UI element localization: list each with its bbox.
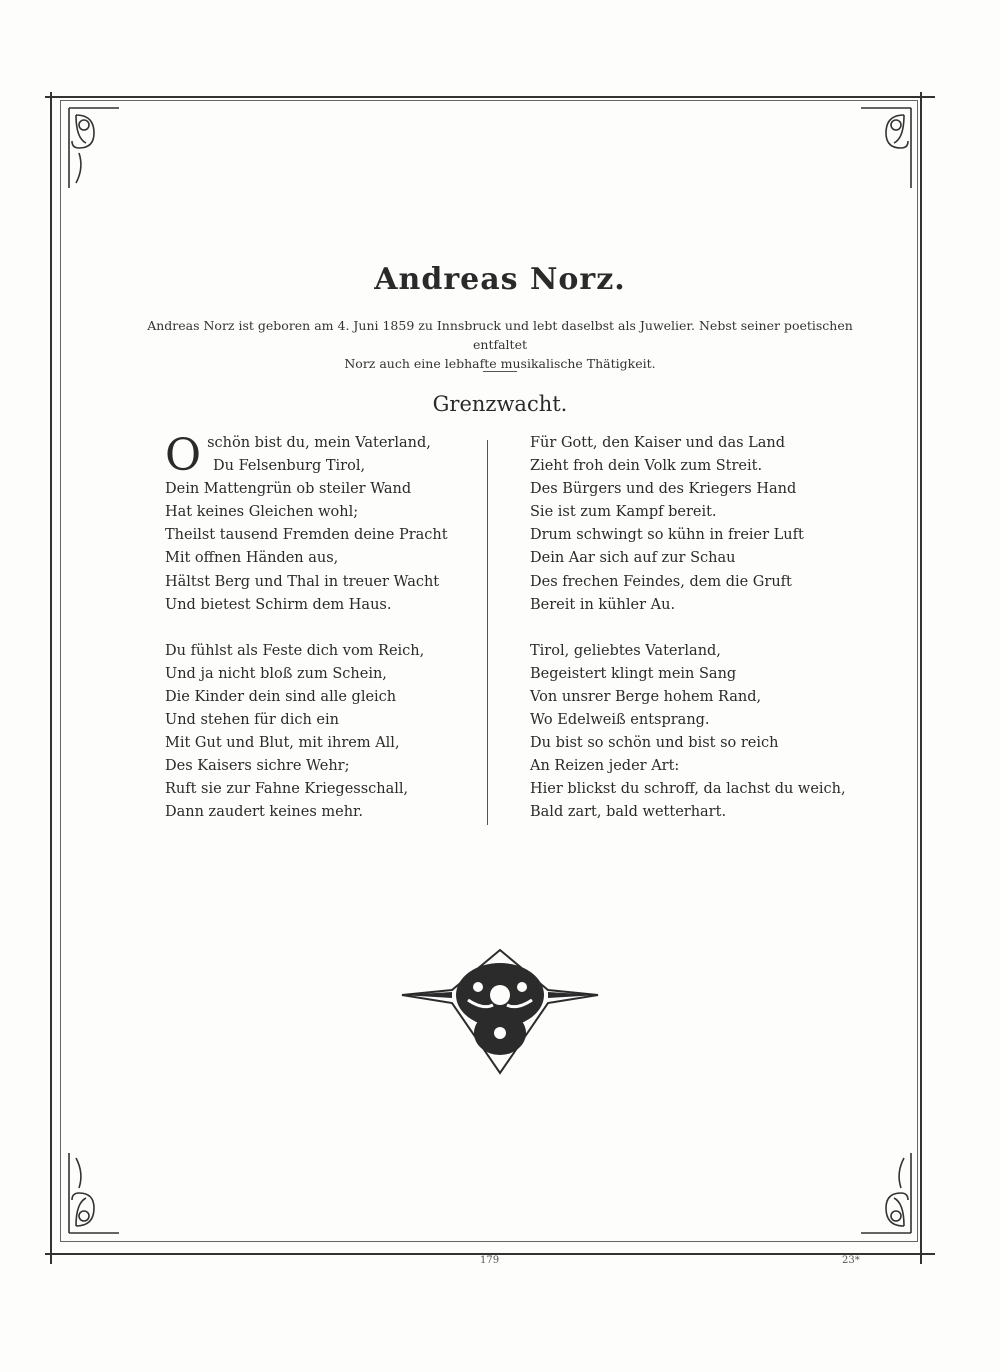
poem-line: Du Felsenburg Tirol, [213,458,366,475]
poem-line: Und ja nicht bloß zum Schein, [165,665,387,682]
poem-left-column [165,432,465,848]
poem-title: Grenzwacht. [432,392,568,416]
poem-line: Dann zaudert keines mehr. [165,804,364,821]
corner-ornament-top-right-icon [856,103,916,193]
poem-line: Dein Mattengrün ob steiler Wand [165,481,412,498]
poem-line: Und bietest Schirm dem Haus. [165,596,392,613]
poem-line: Theilst tausend Fremden deine Pracht [165,527,448,544]
poem-line: An Reizen jeder Art: [530,758,680,775]
stanza [530,432,830,617]
poem-line: Zieht froh dein Volk zum Streit. [530,458,763,475]
bio-line-1: Andreas Norz ist geboren am 4. Juni 1859 zu Innsbruck und lebt daselbst als Juwelier. Nebst seiner poetischen entfaltet [147,318,853,352]
corner-ornament-bottom-right-icon [856,1148,916,1238]
poem-line: Dein Aar sich auf zur Schau [530,550,736,567]
poem-line: Bereit in kühler Au. [530,596,676,613]
author-bio [130,316,870,373]
poem-line: Drum schwingt so kühn in freier Luft [530,527,804,544]
poem-line: Für Gott, den Kaiser und das Land [530,435,786,451]
poem-line: Hier blickst du schroff, da lachst du weich, [530,781,846,798]
poem-line: Die Kinder dein sind alle gleich [165,688,397,705]
poem-line: Des Bürgers und des Kriegers Hand [530,481,797,498]
poem-line: Des Kaisers sichre Wehr; [165,758,350,775]
poem-line: Und stehen für dich ein [165,712,339,729]
poem-line: Sie ist zum Kampf bereit. [530,504,717,521]
page-title: Andreas Norz. [374,262,626,297]
poem-line: Mit offnen Händen aus, [165,550,339,567]
poem-line: Ruft sie zur Fahne Kriegesschall, [165,781,409,798]
stanza [165,432,465,617]
poem-right-column [530,432,846,848]
poem-line: Du bist so schön und bist so reich [530,735,779,752]
poem-line: schön bist du, mein Vaterland, [207,435,431,451]
column-divider [487,440,488,825]
stanza [165,640,465,825]
poem-line: Hältst Berg und Thal in treuer Wacht [165,573,440,590]
poem-line: Du fühlst als Feste dich vom Reich, [165,642,425,659]
poem-line: Des frechen Feindes, dem die Gruft [530,573,792,590]
bio-line-2: Norz auch eine lebhafte musikalische Thätigkeit. [344,356,656,371]
signature-mark: 23* [842,1255,860,1266]
poem-line: Tirol, geliebtes Vaterland, [530,642,721,659]
poem-line: Wo Edelweiß entsprang. [530,712,710,729]
poem-line: Bald zart, bald wetterhart. [530,804,727,821]
floral-ornament-icon [398,945,602,1079]
page-number: 179 [480,1255,500,1266]
corner-ornament-bottom-left-icon [64,1148,124,1238]
poem-line: Hat keines Gleichen wohl; [165,504,359,521]
title-divider [483,371,517,372]
corner-ornament-top-left-icon [64,103,124,193]
poem-line: Mit Gut und Blut, mit ihrem All, [165,735,400,752]
poem-line: Begeistert klingt mein Sang [530,665,737,682]
stanza [530,640,846,825]
poem-line: Von unsrer Berge hohem Rand, [530,688,762,705]
drop-cap: O [165,430,202,481]
